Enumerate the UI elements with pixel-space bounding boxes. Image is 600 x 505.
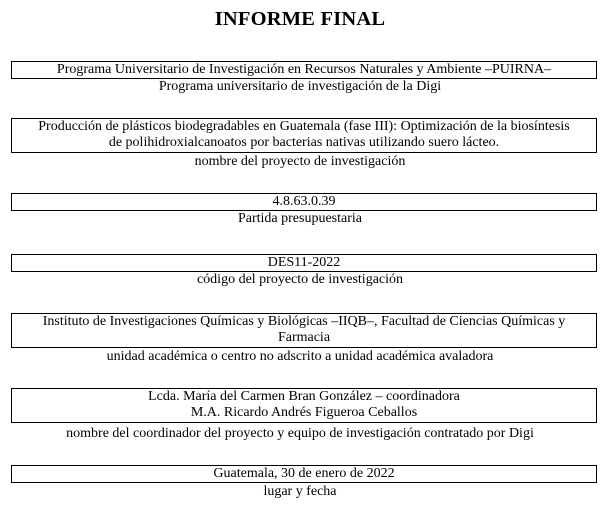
- lugar-field: [11, 465, 597, 483]
- proyecto-value-line-1: Producción de plásticos biodegradables en Guatemala (fase III): Optimización de la biosíntesis: [38, 119, 570, 134]
- codigo-value: DES11-2022: [267, 255, 341, 270]
- lugar-value: Guatemala, 30 de enero de 2022: [213, 466, 395, 481]
- codigo-field: [11, 254, 597, 272]
- programa-field: [11, 61, 597, 79]
- programa-caption: Programa universitario de investigación de la Digi: [158, 79, 442, 94]
- unidad-caption: unidad académica o centro no adscrito a unidad académica avaladora: [106, 349, 494, 364]
- equipo-value-line-2: M.A. Ricardo Andrés Figueroa Ceballos: [190, 405, 418, 420]
- partida-caption: Partida presupuestaria: [237, 211, 362, 226]
- proyecto-caption: nombre del proyecto de investigación: [194, 154, 406, 169]
- equipo-caption: nombre del coordinador del proyecto y equipo de investigación contratado por Digi: [66, 426, 534, 441]
- proyecto-value-line-2: de polihidroxialcanoatos por bacterias nativas utilizando suero lácteo.: [108, 135, 500, 150]
- unidad-field: [11, 313, 597, 348]
- unidad-value-line-2: Farmacia: [277, 330, 331, 345]
- equipo-field: [11, 388, 597, 423]
- proyecto-field: [11, 118, 597, 153]
- document-title: INFORME FINAL: [214, 8, 386, 30]
- codigo-caption: código del proyecto de investigación: [196, 272, 404, 287]
- lugar-caption: lugar y fecha: [263, 484, 337, 499]
- partida-field: [11, 193, 597, 211]
- unidad-value-line-1: Instituto de Investigaciones Químicas y Biológicas –IIQB–, Facultad de Ciencias Químicas y: [42, 314, 566, 329]
- equipo-value-line-1: Lcda. María del Carmen Bran González – coordinadora: [148, 389, 460, 404]
- partida-value: 4.8.63.0.39: [272, 194, 336, 209]
- programa-value: Programa Universitario de Investigación en Recursos Naturales y Ambiente –PUIRNA–: [56, 62, 552, 77]
